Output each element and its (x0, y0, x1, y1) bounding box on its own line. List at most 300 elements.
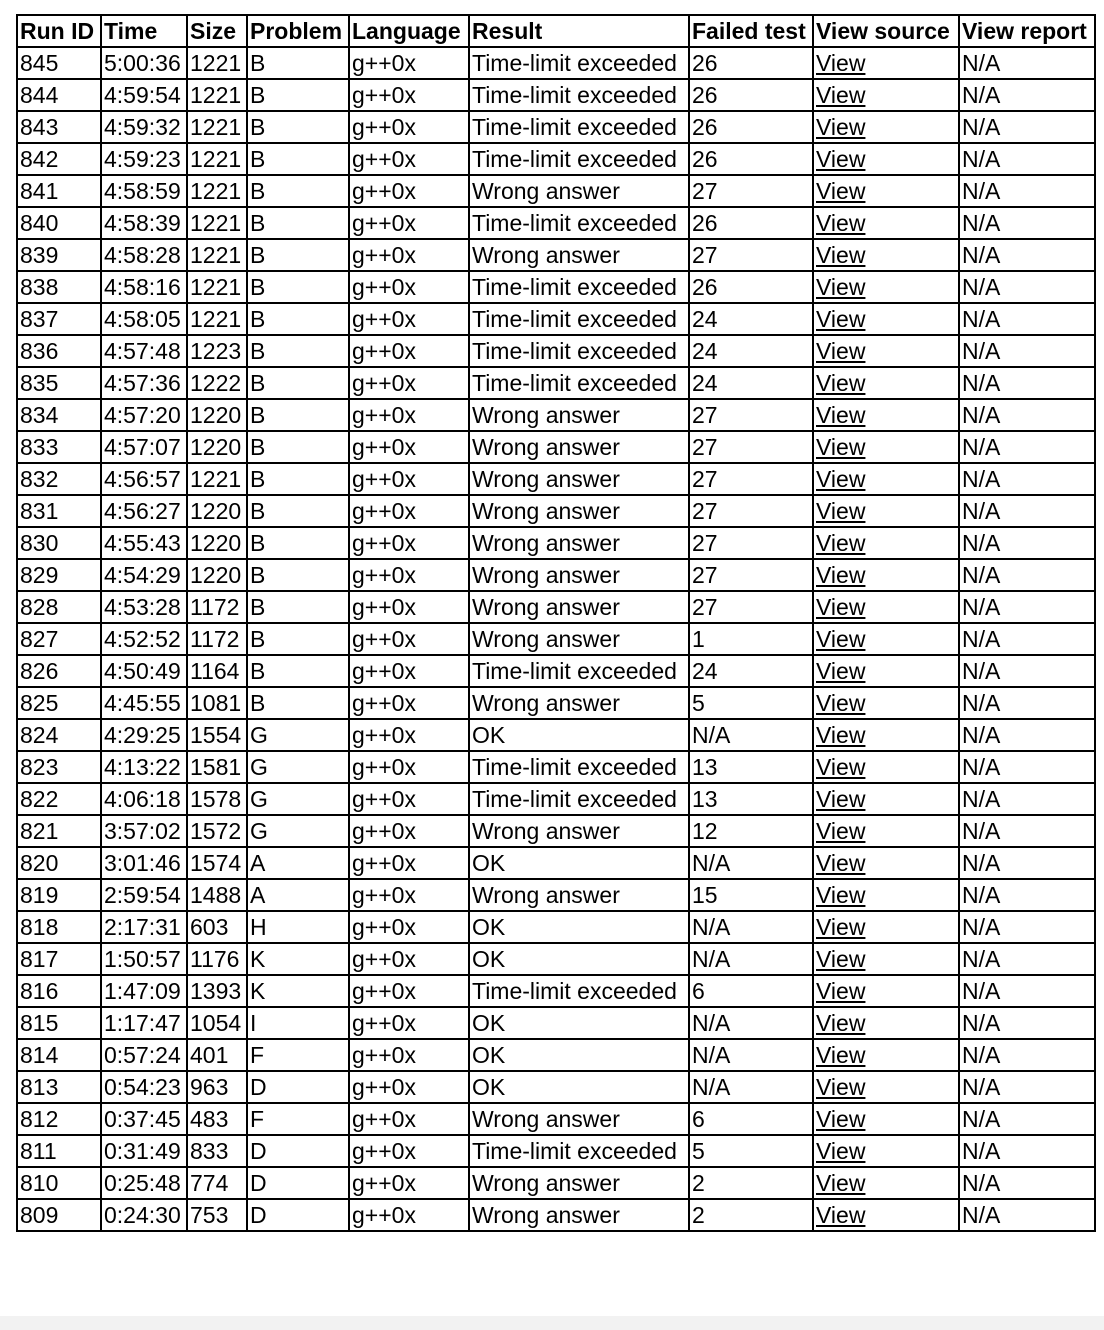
cell-language: g++0x (349, 911, 469, 943)
cell-result: Wrong answer (469, 687, 689, 719)
cell-view-source (813, 1071, 959, 1103)
cell-result: Wrong answer (469, 175, 689, 207)
cell-problem: H (247, 911, 349, 943)
view-source-link[interactable]: View (816, 338, 866, 364)
cell-time: 4:58:39 (101, 207, 187, 239)
cell-view-source (813, 1135, 959, 1167)
cell-language: g++0x (349, 431, 469, 463)
cell-run-id: 833 (17, 431, 101, 463)
cell-size: 1221 (187, 239, 247, 271)
cell-problem: B (247, 239, 349, 271)
cell-failed-test: 27 (689, 527, 813, 559)
cell-view-source (813, 559, 959, 591)
cell-view-source (813, 815, 959, 847)
cell-size: 1220 (187, 431, 247, 463)
cell-problem: G (247, 751, 349, 783)
cell-size: 963 (187, 1071, 247, 1103)
cell-run-id: 819 (17, 879, 101, 911)
cell-result: Wrong answer (469, 815, 689, 847)
cell-run-id: 828 (17, 591, 101, 623)
cell-run-id: 827 (17, 623, 101, 655)
cell-problem: K (247, 943, 349, 975)
header-result: Result (469, 15, 689, 47)
view-source-link[interactable]: View (816, 82, 866, 108)
view-source-link[interactable]: View (816, 210, 866, 236)
cell-result: Time-limit exceeded (469, 111, 689, 143)
view-source-link[interactable]: View (816, 434, 866, 460)
table-row (17, 943, 1095, 975)
runs-body (17, 47, 1095, 1231)
cell-result: Wrong answer (469, 239, 689, 271)
cell-failed-test: N/A (689, 1071, 813, 1103)
cell-problem: B (247, 591, 349, 623)
cell-size: 1221 (187, 271, 247, 303)
cell-size: 1221 (187, 111, 247, 143)
cell-language: g++0x (349, 623, 469, 655)
cell-view-report: N/A (959, 79, 1095, 111)
cell-view-report: N/A (959, 623, 1095, 655)
cell-language: g++0x (349, 847, 469, 879)
view-source-link[interactable]: View (816, 1010, 866, 1036)
table-row (17, 143, 1095, 175)
cell-result: Wrong answer (469, 463, 689, 495)
cell-time: 0:57:24 (101, 1039, 187, 1071)
cell-language: g++0x (349, 1103, 469, 1135)
cell-problem: B (247, 207, 349, 239)
cell-result: Wrong answer (469, 527, 689, 559)
cell-size: 1221 (187, 143, 247, 175)
cell-view-source (813, 591, 959, 623)
cell-problem: B (247, 47, 349, 79)
view-source-link[interactable]: View (816, 978, 866, 1004)
cell-view-report: N/A (959, 1103, 1095, 1135)
cell-run-id: 844 (17, 79, 101, 111)
cell-size: 1221 (187, 47, 247, 79)
cell-run-id: 810 (17, 1167, 101, 1199)
cell-failed-test: 27 (689, 431, 813, 463)
cell-result: Wrong answer (469, 559, 689, 591)
view-source-link[interactable]: View (816, 594, 866, 620)
cell-time: 4:59:32 (101, 111, 187, 143)
cell-failed-test: 26 (689, 111, 813, 143)
cell-run-id: 812 (17, 1103, 101, 1135)
view-source-link[interactable]: View (816, 1170, 866, 1196)
cell-run-id: 839 (17, 239, 101, 271)
cell-result: Wrong answer (469, 591, 689, 623)
cell-size: 1488 (187, 879, 247, 911)
cell-view-source (813, 111, 959, 143)
cell-language: g++0x (349, 879, 469, 911)
cell-view-report: N/A (959, 1039, 1095, 1071)
cell-language: g++0x (349, 655, 469, 687)
view-source-link[interactable]: View (816, 274, 866, 300)
table-row (17, 239, 1095, 271)
cell-result: Time-limit exceeded (469, 143, 689, 175)
view-source-link[interactable]: View (816, 850, 866, 876)
cell-view-report: N/A (959, 783, 1095, 815)
cell-result: Wrong answer (469, 1167, 689, 1199)
cell-failed-test: 5 (689, 1135, 813, 1167)
header-problem: Problem (247, 15, 349, 47)
cell-run-id: 820 (17, 847, 101, 879)
cell-view-report: N/A (959, 463, 1095, 495)
cell-failed-test: 2 (689, 1167, 813, 1199)
cell-failed-test: N/A (689, 1039, 813, 1071)
cell-result: Wrong answer (469, 495, 689, 527)
cell-run-id: 843 (17, 111, 101, 143)
view-source-link[interactable]: View (816, 946, 866, 972)
cell-time: 4:50:49 (101, 655, 187, 687)
cell-result: OK (469, 719, 689, 751)
table-row (17, 367, 1095, 399)
cell-time: 0:31:49 (101, 1135, 187, 1167)
cell-view-source (813, 431, 959, 463)
cell-time: 4:56:57 (101, 463, 187, 495)
table-row (17, 847, 1095, 879)
cell-view-source (813, 527, 959, 559)
cell-run-id: 829 (17, 559, 101, 591)
cell-language: g++0x (349, 303, 469, 335)
cell-language: g++0x (349, 559, 469, 591)
cell-view-report: N/A (959, 1199, 1095, 1231)
cell-failed-test: N/A (689, 1007, 813, 1039)
cell-problem: B (247, 463, 349, 495)
view-source-link[interactable]: View (816, 754, 866, 780)
cell-language: g++0x (349, 495, 469, 527)
table-row (17, 399, 1095, 431)
view-source-link[interactable]: View (816, 626, 866, 652)
cell-size: 1220 (187, 527, 247, 559)
cell-run-id: 816 (17, 975, 101, 1007)
view-source-link[interactable]: View (816, 690, 866, 716)
view-source-link[interactable]: View (816, 882, 866, 908)
cell-problem: G (247, 783, 349, 815)
cell-size: 1221 (187, 79, 247, 111)
cell-view-report: N/A (959, 143, 1095, 175)
cell-size: 1574 (187, 847, 247, 879)
cell-problem: B (247, 175, 349, 207)
table-row (17, 303, 1095, 335)
view-source-link[interactable]: View (816, 1106, 866, 1132)
view-source-link[interactable]: View (816, 146, 866, 172)
cell-size: 1220 (187, 495, 247, 527)
cell-time: 4:06:18 (101, 783, 187, 815)
table-row (17, 1039, 1095, 1071)
cell-problem: B (247, 111, 349, 143)
table-row (17, 431, 1095, 463)
cell-run-id: 818 (17, 911, 101, 943)
cell-run-id: 811 (17, 1135, 101, 1167)
cell-time: 1:50:57 (101, 943, 187, 975)
table-row (17, 79, 1095, 111)
cell-time: 4:58:05 (101, 303, 187, 335)
table-row (17, 783, 1095, 815)
cell-run-id: 817 (17, 943, 101, 975)
cell-problem: G (247, 815, 349, 847)
view-source-link[interactable]: View (816, 402, 866, 428)
table-row (17, 1103, 1095, 1135)
view-source-link[interactable]: View (816, 114, 866, 140)
cell-view-source (813, 207, 959, 239)
header-language: Language (349, 15, 469, 47)
cell-language: g++0x (349, 1039, 469, 1071)
cell-problem: K (247, 975, 349, 1007)
cell-problem: G (247, 719, 349, 751)
cell-time: 3:57:02 (101, 815, 187, 847)
view-source-link[interactable]: View (816, 1138, 866, 1164)
cell-run-id: 841 (17, 175, 101, 207)
cell-language: g++0x (349, 463, 469, 495)
cell-time: 1:17:47 (101, 1007, 187, 1039)
cell-problem: B (247, 559, 349, 591)
cell-language: g++0x (349, 943, 469, 975)
cell-result: Time-limit exceeded (469, 783, 689, 815)
cell-size: 1221 (187, 207, 247, 239)
cell-failed-test: 13 (689, 751, 813, 783)
cell-view-report: N/A (959, 559, 1095, 591)
cell-view-report: N/A (959, 47, 1095, 79)
table-row (17, 335, 1095, 367)
cell-problem: B (247, 143, 349, 175)
cell-view-source (813, 143, 959, 175)
cell-time: 4:52:52 (101, 623, 187, 655)
cell-view-report: N/A (959, 847, 1095, 879)
cell-view-report: N/A (959, 1007, 1095, 1039)
cell-failed-test: 15 (689, 879, 813, 911)
view-source-link[interactable]: View (816, 818, 866, 844)
view-source-link[interactable]: View (816, 306, 866, 332)
cell-run-id: 840 (17, 207, 101, 239)
cell-language: g++0x (349, 143, 469, 175)
cell-failed-test: N/A (689, 719, 813, 751)
cell-view-source (813, 751, 959, 783)
cell-language: g++0x (349, 1071, 469, 1103)
cell-time: 4:45:55 (101, 687, 187, 719)
cell-size: 774 (187, 1167, 247, 1199)
cell-view-source (813, 1103, 959, 1135)
view-source-link[interactable]: View (816, 242, 866, 268)
cell-problem: I (247, 1007, 349, 1039)
cell-problem: B (247, 367, 349, 399)
cell-run-id: 823 (17, 751, 101, 783)
cell-result: OK (469, 943, 689, 975)
page-bottom-strip (0, 1316, 1104, 1330)
cell-result: Time-limit exceeded (469, 655, 689, 687)
table-row (17, 1071, 1095, 1103)
cell-failed-test: 26 (689, 271, 813, 303)
cell-run-id: 831 (17, 495, 101, 527)
table-row (17, 591, 1095, 623)
cell-view-source (813, 463, 959, 495)
cell-size: 1221 (187, 463, 247, 495)
view-source-link[interactable]: View (816, 1202, 866, 1228)
table-row (17, 623, 1095, 655)
cell-view-source (813, 47, 959, 79)
cell-problem: B (247, 335, 349, 367)
view-source-link[interactable]: View (816, 370, 866, 396)
cell-time: 3:01:46 (101, 847, 187, 879)
cell-run-id: 836 (17, 335, 101, 367)
cell-result: Time-limit exceeded (469, 79, 689, 111)
cell-time: 4:57:36 (101, 367, 187, 399)
cell-time: 0:54:23 (101, 1071, 187, 1103)
table-row (17, 815, 1095, 847)
cell-language: g++0x (349, 687, 469, 719)
cell-view-report: N/A (959, 943, 1095, 975)
cell-view-source (813, 367, 959, 399)
view-source-link[interactable]: View (816, 914, 866, 940)
cell-size: 1578 (187, 783, 247, 815)
cell-size: 1054 (187, 1007, 247, 1039)
cell-time: 4:56:27 (101, 495, 187, 527)
table-row (17, 111, 1095, 143)
table-row (17, 559, 1095, 591)
view-source-link[interactable]: View (816, 722, 866, 748)
cell-failed-test: 27 (689, 239, 813, 271)
view-source-link[interactable]: View (816, 530, 866, 556)
cell-problem: F (247, 1039, 349, 1071)
cell-failed-test: 2 (689, 1199, 813, 1231)
cell-result: Wrong answer (469, 1103, 689, 1135)
cell-view-report: N/A (959, 1071, 1095, 1103)
cell-size: 1172 (187, 591, 247, 623)
cell-view-source (813, 239, 959, 271)
cell-view-source (813, 847, 959, 879)
cell-result: Time-limit exceeded (469, 207, 689, 239)
view-source-link[interactable]: View (816, 786, 866, 812)
table-row (17, 495, 1095, 527)
view-source-link[interactable]: View (816, 466, 866, 492)
cell-result: Time-limit exceeded (469, 335, 689, 367)
cell-time: 0:25:48 (101, 1167, 187, 1199)
cell-size: 1221 (187, 303, 247, 335)
cell-time: 4:59:54 (101, 79, 187, 111)
cell-failed-test: 27 (689, 399, 813, 431)
header-row (17, 15, 1095, 47)
cell-failed-test: 6 (689, 975, 813, 1007)
cell-time: 4:58:16 (101, 271, 187, 303)
cell-problem: B (247, 495, 349, 527)
view-source-link[interactable]: View (816, 178, 866, 204)
cell-size: 833 (187, 1135, 247, 1167)
view-source-link[interactable]: View (816, 658, 866, 684)
cell-run-id: 842 (17, 143, 101, 175)
view-source-link[interactable]: View (816, 50, 866, 76)
cell-view-report: N/A (959, 111, 1095, 143)
cell-failed-test: 27 (689, 559, 813, 591)
cell-problem: D (247, 1071, 349, 1103)
cell-problem: B (247, 303, 349, 335)
cell-size: 1581 (187, 751, 247, 783)
cell-size: 1220 (187, 559, 247, 591)
cell-time: 4:55:43 (101, 527, 187, 559)
cell-problem: A (247, 879, 349, 911)
cell-size: 1081 (187, 687, 247, 719)
runs-table (16, 14, 1096, 1232)
cell-language: g++0x (349, 751, 469, 783)
view-source-link[interactable]: View (816, 1042, 866, 1068)
cell-failed-test: 6 (689, 1103, 813, 1135)
cell-run-id: 826 (17, 655, 101, 687)
cell-failed-test: 24 (689, 367, 813, 399)
cell-size: 753 (187, 1199, 247, 1231)
table-row (17, 1007, 1095, 1039)
cell-failed-test: 24 (689, 655, 813, 687)
cell-run-id: 835 (17, 367, 101, 399)
cell-view-report: N/A (959, 687, 1095, 719)
cell-language: g++0x (349, 1135, 469, 1167)
cell-problem: B (247, 687, 349, 719)
cell-language: g++0x (349, 175, 469, 207)
header-view-source: View source (813, 15, 959, 47)
table-row (17, 911, 1095, 943)
table-row (17, 463, 1095, 495)
cell-time: 0:24:30 (101, 1199, 187, 1231)
cell-result: OK (469, 911, 689, 943)
cell-view-source (813, 1167, 959, 1199)
table-row (17, 527, 1095, 559)
cell-language: g++0x (349, 1199, 469, 1231)
view-source-link[interactable]: View (816, 498, 866, 524)
cell-language: g++0x (349, 1167, 469, 1199)
view-source-link[interactable]: View (816, 1074, 866, 1100)
cell-view-report: N/A (959, 303, 1095, 335)
cell-view-report: N/A (959, 911, 1095, 943)
cell-size: 1172 (187, 623, 247, 655)
cell-size: 1220 (187, 399, 247, 431)
cell-run-id: 832 (17, 463, 101, 495)
table-row (17, 207, 1095, 239)
cell-language: g++0x (349, 975, 469, 1007)
table-row (17, 271, 1095, 303)
header-time: Time (101, 15, 187, 47)
table-row (17, 655, 1095, 687)
cell-time: 4:58:28 (101, 239, 187, 271)
view-source-link[interactable]: View (816, 562, 866, 588)
cell-size: 1554 (187, 719, 247, 751)
cell-language: g++0x (349, 79, 469, 111)
cell-result: OK (469, 1007, 689, 1039)
cell-time: 2:17:31 (101, 911, 187, 943)
cell-result: Time-limit exceeded (469, 751, 689, 783)
cell-view-source (813, 1007, 959, 1039)
cell-failed-test: 5 (689, 687, 813, 719)
cell-view-report: N/A (959, 751, 1095, 783)
cell-run-id: 813 (17, 1071, 101, 1103)
table-row (17, 1135, 1095, 1167)
cell-problem: B (247, 655, 349, 687)
cell-problem: F (247, 1103, 349, 1135)
cell-language: g++0x (349, 527, 469, 559)
cell-problem: D (247, 1135, 349, 1167)
cell-time: 4:54:29 (101, 559, 187, 591)
cell-run-id: 809 (17, 1199, 101, 1231)
cell-failed-test: 27 (689, 463, 813, 495)
cell-run-id: 845 (17, 47, 101, 79)
table-row (17, 975, 1095, 1007)
cell-run-id: 821 (17, 815, 101, 847)
cell-result: OK (469, 847, 689, 879)
cell-run-id: 838 (17, 271, 101, 303)
cell-view-report: N/A (959, 399, 1095, 431)
cell-view-report: N/A (959, 335, 1095, 367)
cell-problem: B (247, 623, 349, 655)
cell-run-id: 815 (17, 1007, 101, 1039)
cell-time: 4:59:23 (101, 143, 187, 175)
cell-view-report: N/A (959, 175, 1095, 207)
cell-language: g++0x (349, 815, 469, 847)
table-row (17, 751, 1095, 783)
